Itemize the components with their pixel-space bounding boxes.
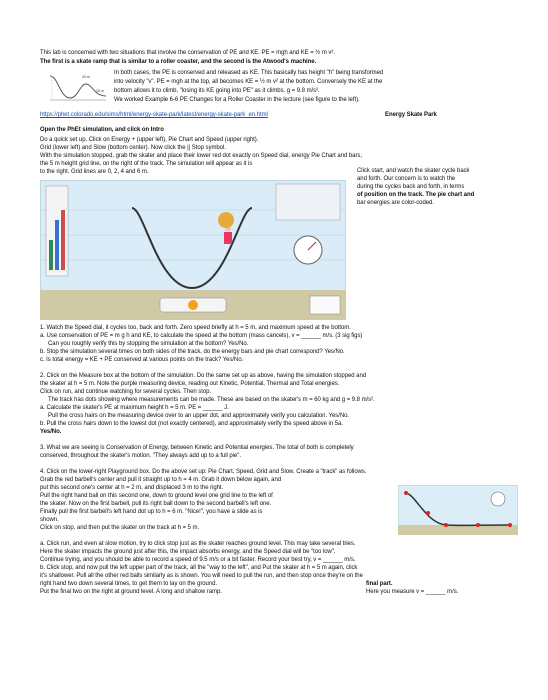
q4-line-4: Pull the right hand ball on this second one, down to ground level one grid line to the left of: [40, 493, 273, 499]
open-right-2: and forth. Our concern is to watch the: [357, 176, 456, 182]
q3-line-1: 3. What we are seeing is Conservation of Energy, between Kinetic and Potential energies. The total of both is completely: [40, 445, 354, 451]
q1-a: a. Use conservation of PE = m g h and KE, to calculate the speed at the bottom (mass cancels), v = ______ m/s. (3 sig figs): [40, 333, 363, 339]
control-panel: [276, 184, 340, 220]
q4-b1: b. Click stop, and now pull the left upper part of the track, all the "way to the left", and Put the skater at h = 5 m again, click: [40, 565, 358, 571]
open-line-2: Grid (lower left) and Slow (bottom center). Now click the || Stop symbol.: [40, 145, 226, 151]
intro-right-3: bottom allows it to climb, "losing its KE going into PE" as it climbs. g = 9.8 m/s².: [114, 88, 320, 94]
q4-a1: a. Click run, and even at slow motion, try to click stop just as the skater reaches ground level. This may take several tries.: [40, 541, 356, 547]
q4-line-8: Click on stop, and then put the skater on the track at h = 5 m.: [40, 525, 200, 531]
link-title: Energy Skate Park: [385, 112, 437, 118]
figure-label-top: 40 m: [82, 75, 90, 79]
q2-line-1: 2. Click on the Measure box at the bottom of the simulation. Do the same set up as above, having the simulation stopped and: [40, 373, 367, 379]
intro-right-2: into velocity "v". PE = mgh at the top, all becomes KE = ½ m v² at the bottom. Conversely the KE at the: [114, 79, 383, 85]
playground-figure: [398, 485, 518, 535]
q4-b3-right: final part.: [366, 581, 393, 587]
roller-coaster-figure: [48, 70, 108, 102]
intro-line-2: The first is a skate ramp that is similar to a roller coaster, and the second is the Atwood's machine.: [40, 59, 317, 65]
intro-right-4: We worked Example 6-6 PE Changes for a Roller Coaster in the lecture (see figure to the left).: [114, 97, 360, 103]
q4-b2: it's shallower. Pull all the other red balls similarly as is shown. You will need to pull the run, and then stop once they're on the: [40, 573, 363, 579]
q4-b4-right: Here you measure v = ______ m/s.: [366, 589, 459, 595]
open-heading: Open the PhEt simulation, and click on Intro: [40, 127, 164, 133]
intro-right-1: In both cases, the PE is conserved and released as KE. This basically has height "h" being transformed: [114, 70, 384, 76]
phet-link[interactable]: https://phet.colorado.edu/sims/html/energy-skate-park/latest/energy-skate-park_en.html: [40, 112, 268, 118]
q2-b: b. Pull the cross hairs down to the lowest dot (not exactly centered), and approximately verify the speed above in 5a.: [40, 421, 343, 427]
q4-line-7: shown.: [40, 517, 59, 523]
open-line-3: With the simulation stopped, grab the skater and place their lower red dot exactly on Speed dial, energy Pie Chart and bars,: [40, 153, 362, 159]
q2-a2: Pull the cross hairs on the measuring device over to an upper dot, and approximately verify you calculation. Yes/No.: [48, 413, 350, 419]
q1-a2: Can you roughly verify this by stopping the simulation at the bottom? Yes/No.: [48, 341, 249, 347]
q4-a2: Here the skater impacts the ground just after this, the impact absorbs energy, and the Speed dial will be "too low".: [40, 549, 336, 555]
energy-pie: [218, 212, 234, 228]
open-right-5: bar energies are color-coded.: [357, 200, 434, 206]
q1-b: b. Stop the simulation several times on both sides of the track, do the energy bars and pie chart correspond? Yes/No.: [40, 349, 345, 355]
q4-line-2: Grab the red barbell's center and pull it straight up to h = 4 m. Grab it down below again, and: [40, 477, 282, 483]
q1-line-1: 1. Watch the Speed dial, it cycles too, back and forth. Zero speed briefly at h = 5 m, and maximum speed at the bottom.: [40, 325, 351, 331]
skater: [224, 232, 232, 244]
q2-b2: Yes/No.: [40, 429, 62, 435]
open-right-1: Click start, and watch the skater cycle back: [357, 168, 470, 174]
q4-a3: Continue trying, and you should be able to record a speed of 9.5 m/s or a bit faster. Record your best try, v = ______ m/s.: [40, 557, 356, 563]
q2-line-2: the skater at h = 5 m. Note the purple measuring device, reading out Kinetic, Potential, Thermal and Total energies.: [40, 381, 340, 387]
open-line-5: to the right. Grid lines are 0, 2, 4 and 6 m.: [40, 169, 149, 175]
figure-label-side: 15 m: [96, 89, 104, 93]
q2-line-4: The track has dots showing where measurements can be made. These are based on the skater's m = 60 kg and g = 9.8 m/s².: [48, 397, 375, 403]
intro-line-1: This lab is concerned with two situations that involve the conservation of PE and KE. PE = mgh and KE = ½ m v².: [40, 50, 335, 56]
simulation-screenshot: [40, 180, 346, 320]
open-right-3: during the cycles back and forth, in terms: [357, 184, 465, 190]
q3-line-2: conserved, throughout the skater's motion. "They always add up to a full pie".: [40, 453, 241, 459]
q4-line-1: 4. Click on the lower-right Playground box. Do the above set up: Pie Chart, Speed, Grid and Slow. Create a "track" as follows.: [40, 469, 367, 475]
q1-c: c. Is total energy = KE + PE conserved at various points on the track? Yes/No.: [40, 357, 244, 363]
q4-b4: Put the final two on the right at ground level. A long and shallow ramp.: [40, 589, 222, 595]
q4-b3: right hand two down several times, to get them to lay on the ground.: [40, 581, 218, 587]
q2-a: a. Calculate the skater's PE at maximum height h = 5 m. PE = ______ J.: [40, 405, 229, 411]
q4-line-3: put this second one's center at h = 2 m, and displaced 3 m to the right.: [40, 485, 224, 491]
open-right-4: of position on the track. The pie chart and: [357, 192, 475, 198]
q2-line-3: Click on run, and continue watching for several cycles. Then stop.: [40, 389, 212, 395]
open-line-1: Do a quick set up. Click on Energy + (upper left), Pie Chart and Speed (upper right).: [40, 137, 259, 143]
q4-line-5: the skater. Now on the first barbell, pull its right ball down to the second barbell's left one.: [40, 501, 272, 507]
open-line-4: the 5 m height grid line, on the right of the track. The simulation will appear as it is: [40, 161, 253, 167]
q4-line-6: Finally pull the first barbell's left hand dot up to h = 6 m. "Nice!", you have a slide as is: [40, 509, 263, 515]
